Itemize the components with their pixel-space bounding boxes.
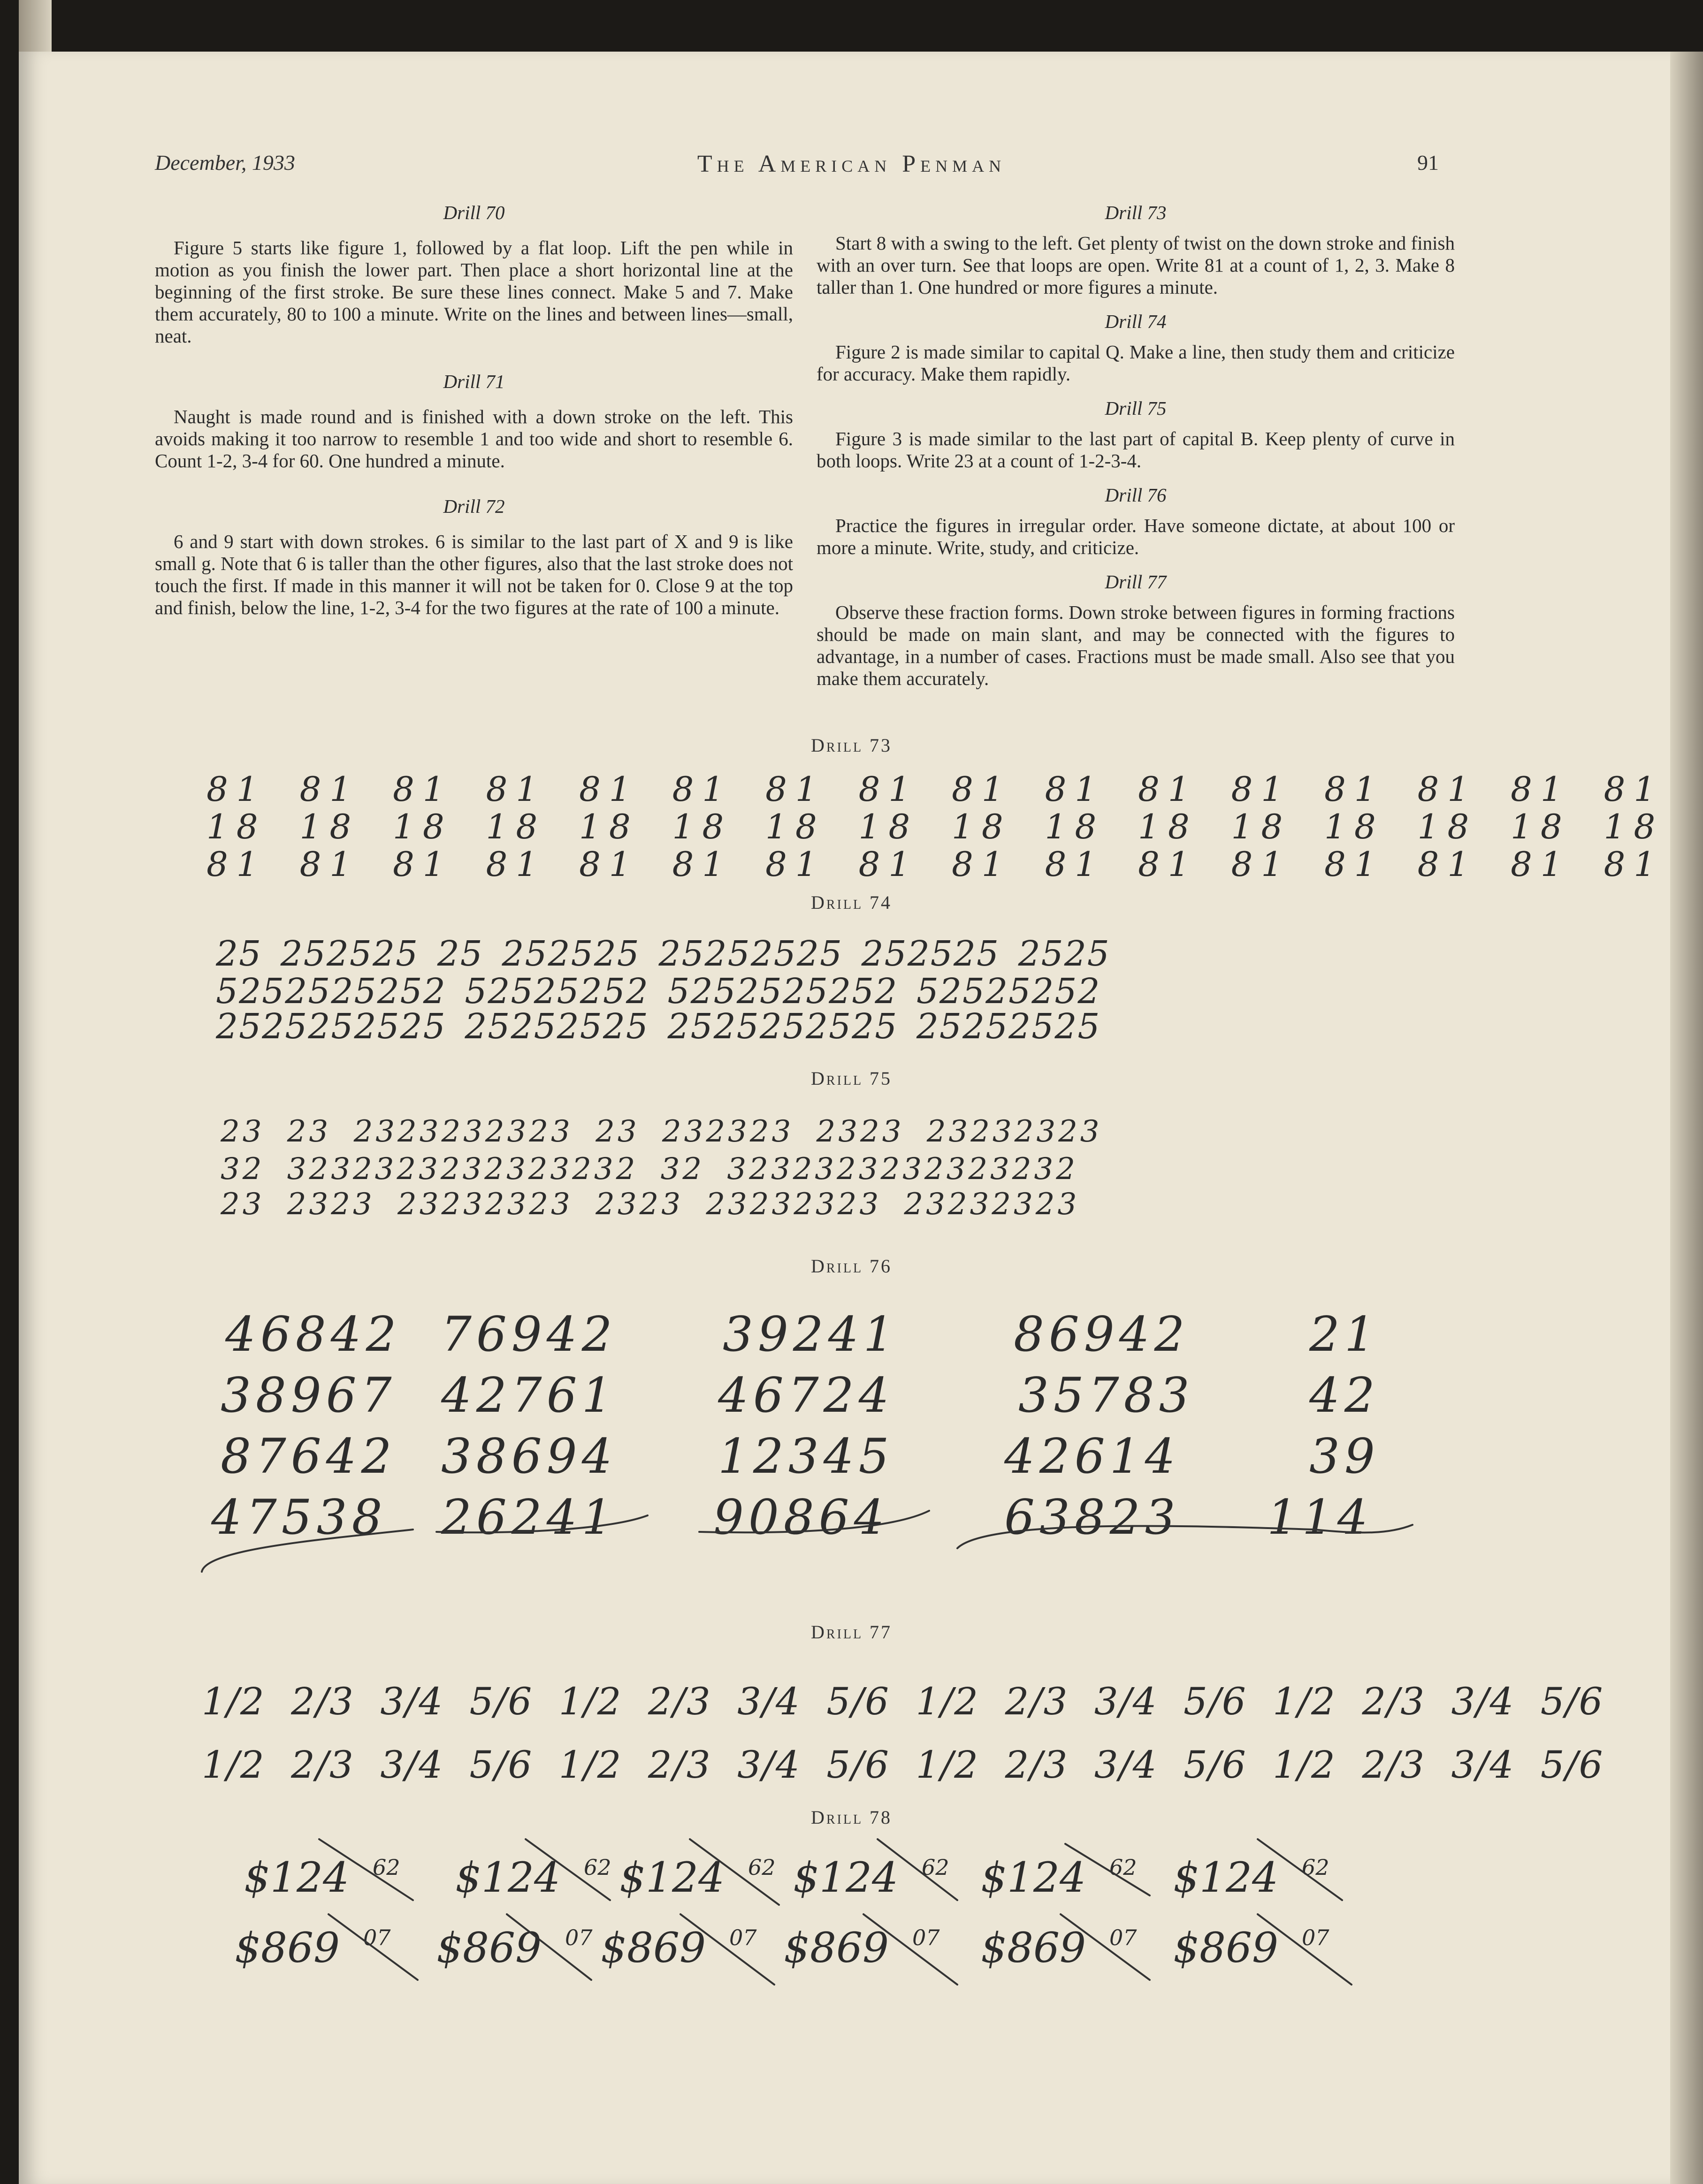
- drill-heading: Drill 77: [1105, 571, 1167, 593]
- amount-cents: 07: [363, 1925, 391, 1950]
- drill-75-label: Drill 75: [810, 1068, 893, 1089]
- handwriting-line: 2525252525 25252525 2525252525 25252525: [216, 1006, 1101, 1047]
- amount-cents: 62: [921, 1855, 949, 1880]
- amount-cents: 62: [372, 1855, 400, 1880]
- handwriting-line: 1/2 2/3 3/4 5/6 1/2 2/3 3/4 5/6 1/2 2/3 3/4 5/6 1/2 2/3 3/4 5/6: [202, 1680, 1604, 1723]
- handwriting-line: 25 252525 25 252525 25252525 252525 2525: [216, 934, 1110, 974]
- handwriting-line: 32 3232323232323232 32 3232323232323232: [221, 1152, 1078, 1187]
- handwriting-line: 23 2323 23232323 2323 23232323 23232323: [221, 1187, 1080, 1222]
- header-date: December, 1933: [155, 151, 295, 175]
- amount-dollars: $869: [235, 1924, 340, 1972]
- drill-text: 6 and 9 start with down strokes. 6 is similar to the last part of X and 9 is like small g. Note that 6 is taller than the other figures, also that the last stroke does not touch the first. If made in this manner it will not be taken for 0. Close 9 at the top and finish, below the line, 1-2, 3-4 for the two figures at the rate of 100 a minute.: [155, 531, 793, 618]
- amount-dollars: $869: [601, 1924, 706, 1972]
- slash-stroke: [526, 1839, 610, 1900]
- slash-stroke: [878, 1839, 957, 1900]
- handwriting-number: 76942: [441, 1307, 617, 1362]
- drill-heading: Drill 70: [443, 202, 505, 223]
- drill-76-label: Drill 76: [810, 1256, 893, 1277]
- drill-heading: Drill 72: [443, 495, 505, 517]
- drill-text: Observe these fraction forms. Down stroke between figures in forming fractions should be made on main slant, and may be connected with the figures to advantage, in a number of cases. Fractions must be made small. Also see that you make them accurately.: [817, 601, 1455, 689]
- drill-text: Practice the figures in irregular order. Have someone dictate, at about 100 or more a minute. Write, study, and criticize.: [817, 515, 1455, 558]
- slash-stroke: [507, 1914, 591, 1980]
- slash-stroke: [1065, 1844, 1150, 1895]
- handwriting-line: 23 23 2323232323 23 232323 2323 23232323: [221, 1114, 1102, 1149]
- handwriting-number: 42: [1309, 1368, 1380, 1423]
- header-title: The American Penman: [697, 151, 1006, 177]
- handwriting-number: 35783: [1018, 1368, 1194, 1423]
- amount-dollars: $124: [1173, 1853, 1278, 1902]
- drill-heading: Drill 76: [1105, 484, 1167, 506]
- underline-flourish: [436, 1515, 648, 1532]
- amount-cents: 07: [565, 1925, 593, 1950]
- amount-cents: 07: [1301, 1925, 1329, 1950]
- handwriting-line: 18 18 18 18 18 18 18 18 18 18 18 18 18 18 18 18: [206, 807, 1664, 846]
- handwriting-number: 42614: [1004, 1429, 1180, 1484]
- underline-flourish: [202, 1530, 413, 1572]
- handwriting-number: 86942: [1014, 1307, 1190, 1362]
- handwriting-number: 114: [1267, 1490, 1373, 1545]
- drill-74-label: Drill 74: [810, 892, 893, 913]
- slash-stroke: [690, 1839, 779, 1905]
- amount-cents: 62: [1109, 1855, 1137, 1880]
- drill-text: Start 8 with a swing to the left. Get plenty of twist on the down stroke and finish with an over turn. See that loops are open. Write 81 at a count of 1, 2, 3. Make 8 taller than 1. One hundred or more figures a minute.: [817, 232, 1455, 298]
- slash-stroke: [863, 1914, 957, 1985]
- handwriting-number: 38967: [221, 1368, 397, 1423]
- handwriting-number: 63823: [1004, 1490, 1180, 1545]
- drill-78-label: Drill 78: [810, 1807, 893, 1828]
- amount-dollars: $124: [981, 1853, 1086, 1902]
- drill-77-label: Drill 77: [810, 1621, 893, 1643]
- handwriting-number: 46724: [718, 1368, 894, 1423]
- drill-heading: Drill 75: [1105, 397, 1167, 419]
- drill-73-label: Drill 73: [810, 735, 893, 756]
- handwriting-number: 39241: [723, 1307, 899, 1362]
- handwriting-line: 81 81 81 81 81 81 81 81 81 81 81 81 81 81 81 81: [206, 769, 1664, 809]
- amount-cents: 62: [748, 1855, 776, 1880]
- handwriting-number: 87642: [221, 1429, 397, 1484]
- handwriting-number: 39: [1309, 1429, 1380, 1484]
- amount-cents: 07: [729, 1925, 757, 1950]
- amount-dollars: $869: [784, 1924, 889, 1972]
- handwriting-number: 47538: [211, 1490, 387, 1545]
- slash-stroke: [328, 1914, 418, 1980]
- drill-text: Figure 2 is made similar to capital Q. Make a line, then study them and criticize for accuracy. Make them rapidly.: [817, 341, 1455, 385]
- amount-cents: 07: [1109, 1925, 1137, 1950]
- handwriting-number: 38694: [441, 1429, 617, 1484]
- handwriting-number: 90864: [713, 1490, 889, 1545]
- page-number: 91: [1417, 151, 1439, 175]
- underline-flourish: [957, 1525, 1413, 1548]
- slash-stroke: [1061, 1914, 1150, 1980]
- underline-flourish: [699, 1511, 929, 1532]
- handwriting-number: 42761: [441, 1368, 617, 1423]
- amount-dollars: $124: [793, 1853, 898, 1902]
- amount-dollars: $869: [1173, 1924, 1278, 1972]
- amount-dollars: $869: [436, 1924, 542, 1972]
- amount-dollars: $124: [455, 1853, 560, 1902]
- amount-cents: 62: [1301, 1855, 1329, 1880]
- amount-dollars: $124: [244, 1853, 349, 1902]
- handwriting-number: 46842: [225, 1307, 401, 1362]
- handwriting-number: 12345: [718, 1429, 894, 1484]
- amount-dollars: $869: [981, 1924, 1086, 1972]
- handwriting-number: 26241: [441, 1490, 617, 1545]
- handwriting-line: 81 81 81 81 81 81 81 81 81 81 81 81 81 81 81 81: [206, 845, 1664, 884]
- drill-heading: Drill 74: [1105, 311, 1167, 332]
- slash-stroke: [680, 1914, 774, 1985]
- amount-cents: 07: [912, 1925, 940, 1950]
- slash-stroke: [1258, 1839, 1342, 1900]
- slash-stroke: [1258, 1914, 1352, 1985]
- drill-heading: Drill 71: [443, 371, 505, 392]
- drill-text: Figure 3 is made similar to the last part of capital B. Keep plenty of curve in both loops. Write 23 at a count of 1-2-3-4.: [817, 428, 1455, 472]
- handwriting-number: 21: [1309, 1307, 1380, 1362]
- handwriting-line: 5252525252 52525252 5252525252 52525252: [216, 971, 1101, 1012]
- slash-stroke: [319, 1839, 413, 1900]
- amount-dollars: $124: [619, 1853, 725, 1902]
- drill-heading: Drill 73: [1105, 202, 1167, 223]
- drill-text: Naught is made round and is finished with a down stroke on the left. This avoids making it too narrow to resemble 1 and too wide and short to resemble 6. Count 1-2, 3-4 for 60. One hundred a minute.: [155, 406, 793, 472]
- drill-text: Figure 5 starts like figure 1, followed by a flat loop. Lift the pen while in motion as you finish the lower part. Then place a short horizontal line at the beginning of the first stroke. Be sure these lines connect. Make 5 and 7. Make them accurately, 80 to 100 a minute. Write on the lines and between lines—small, neat.: [155, 237, 793, 347]
- amount-cents: 62: [583, 1855, 611, 1880]
- handwriting-line: 1/2 2/3 3/4 5/6 1/2 2/3 3/4 5/6 1/2 2/3 3/4 5/6 1/2 2/3 3/4 5/6: [202, 1743, 1604, 1787]
